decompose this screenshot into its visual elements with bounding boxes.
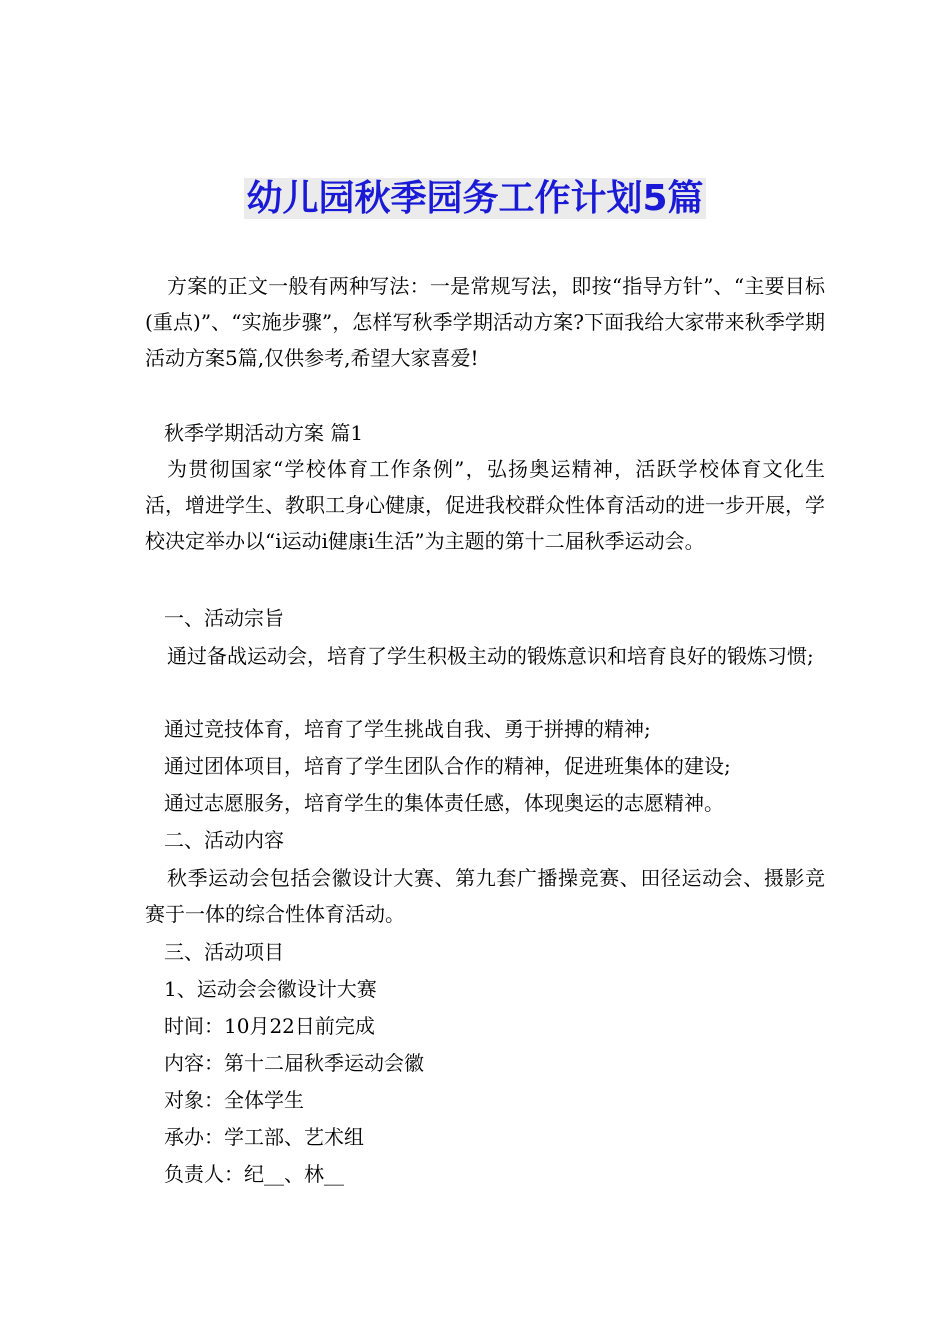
purpose-item: 通过竞技体育，培育了学生挑战自我、勇于拼搏的精神; — [164, 717, 651, 741]
purpose-item: 通过志愿服务，培育学生的集体责任感，体现奥运的志愿精神。 — [164, 791, 724, 815]
heading-content: 二、活动内容 — [164, 828, 284, 852]
heading-purpose: 一、活动宗旨 — [164, 606, 284, 630]
section-paragraph: 为贯彻国家“学校体育工作条例”，弘扬奥运精神，活跃学校体育文化生活，增进学生、教职工身心健康，促进我校群众性体育活动的进一步开展，学校决定举办以“i运动i健康i生活”为主题的第十二届秋季运动会。 — [145, 457, 825, 553]
intro-paragraph: 方案的正文一般有两种写法：一是常规写法，即按“指导方针”、“主要目标(重点)”、“实施步骤”，怎样写秋季学期活动方案?下面我给大家带来秋季学期活动方案5篇,仅供参考,希望大家喜爱! — [145, 274, 825, 370]
purpose-item: 通过团体项目，培育了学生团队合作的精神，促进班集体的建设; — [164, 754, 731, 778]
item-target: 对象：全体学生 — [164, 1088, 304, 1112]
item-lead: 负责人：纪__、林__ — [164, 1162, 344, 1186]
item-content: 内容：第十二届秋季运动会徽 — [164, 1051, 424, 1075]
item-time: 时间：10月22日前完成 — [164, 1014, 375, 1038]
purpose-item: 通过备战运动会，培育了学生积极主动的锻炼意识和培育良好的锻炼习惯; — [167, 644, 814, 668]
section-heading: 秋季学期活动方案 篇1 — [164, 421, 364, 445]
heading-items: 三、活动项目 — [164, 940, 284, 964]
item-organizer: 承办：学工部、艺术组 — [164, 1125, 364, 1149]
document-title — [0, 168, 950, 230]
document-title-text: 幼儿园秋季园务工作计划5篇 — [246, 178, 704, 219]
content-paragraph: 秋季运动会包括会徽设计大赛、第九套广播操竞赛、田径运动会、摄影竞赛于一体的综合性体育活动。 — [145, 866, 825, 926]
item-title: 1、运动会会徽设计大赛 — [164, 977, 377, 1001]
